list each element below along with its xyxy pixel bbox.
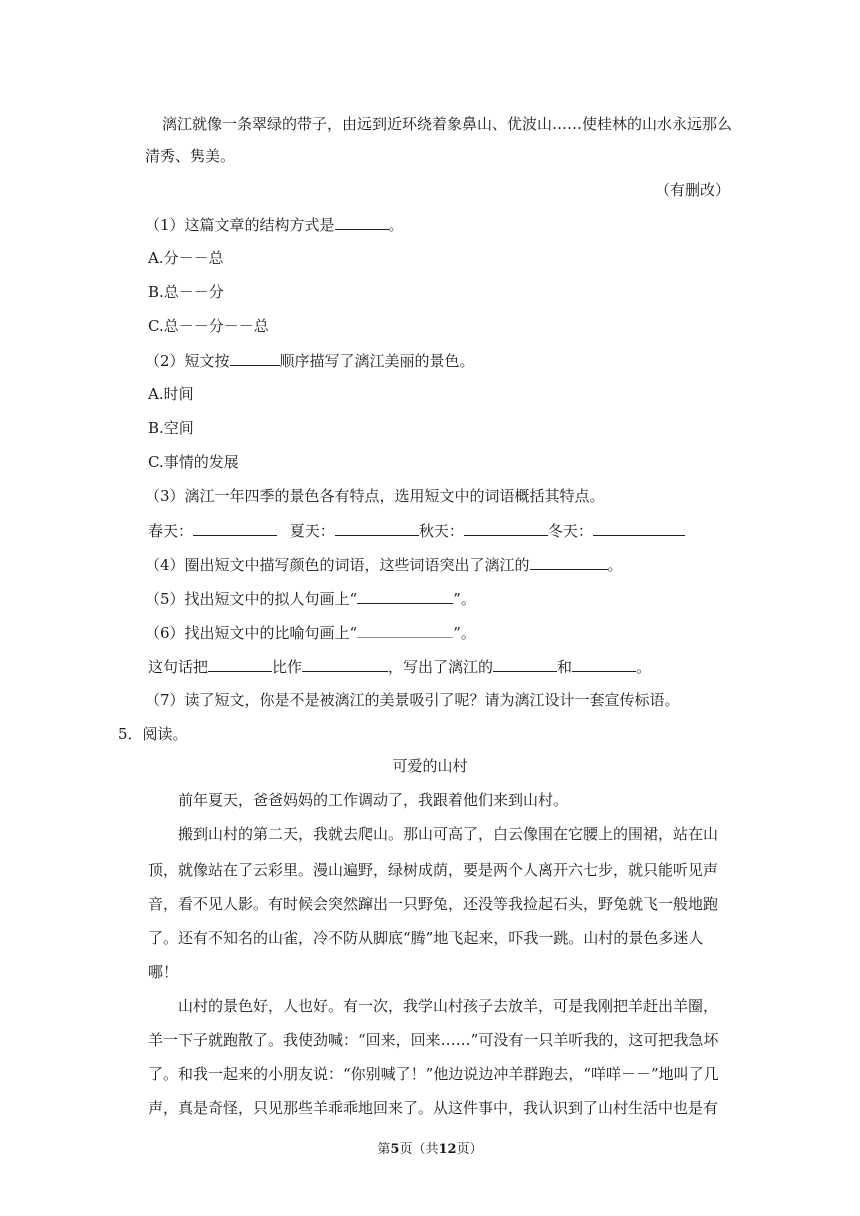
q2-option-b: B.空间 (148, 419, 194, 437)
question-5-text: （5）找出短文中的拟人句画上“ (145, 590, 358, 608)
paragraph-2-line: 哪！ (148, 963, 179, 981)
q6-follow-up: 这句话把 比作 ，写出了漓江的 和 。 (148, 658, 652, 676)
season-autumn-label: 秋天： (418, 522, 464, 540)
source-note: （有删改） (654, 181, 730, 199)
underline-sample-wavy (357, 622, 453, 638)
season-winter-label: 冬天： (547, 522, 593, 540)
season-summer-label: 夏天： (289, 522, 335, 540)
paragraph-2-line: 搬到山村的第二天，我就去爬山。那山可高了，白云像围在它腰上的围裙，站在山 (178, 825, 719, 843)
q1-option-a: A.分－－总 (148, 249, 224, 267)
q1-option-b: B.总－－分 (148, 283, 224, 301)
answer-blank[interactable] (530, 554, 608, 570)
section-heading: 5．阅读。 (118, 725, 188, 743)
page-footer: 第5页（共12页） (377, 1142, 483, 1157)
answer-blank[interactable] (464, 520, 548, 536)
answer-blank[interactable] (302, 656, 388, 672)
q2-option-c: C.事情的发展 (148, 453, 239, 471)
question-5: （5）找出短文中的拟人句画上“ ”。 (145, 590, 476, 608)
question-4-text: （4）圈出短文中描写颜色的词语，这些词语突出了漓江的 (145, 556, 530, 574)
q2-option-a: A.时间 (148, 385, 194, 403)
question-1-text: （1）这篇文章的结构方式是 (145, 216, 335, 234)
question-2: （2）短文按 顺序描写了漓江美丽的景色。 (145, 352, 475, 370)
question-6-text: （6）找出短文中的比喻句画上“ (145, 624, 358, 642)
paragraph-2-line: 音，看不见人影。有时候会突然蹿出一只野兔，还没等我捡起石头，野兔就飞一般地跑 (148, 895, 719, 913)
answer-blank[interactable] (208, 656, 272, 672)
passage-title: 可爱的山村 (392, 757, 468, 775)
paragraph-3-line: 声，真是奇怪，只见那些羊乖乖地回来了。从这件事中，我认识到了山村生活中也是有 (148, 1099, 719, 1117)
answer-blank[interactable] (335, 520, 419, 536)
underline-sample-straight (357, 588, 453, 604)
paragraph-1: 前年夏天，爸爸妈妈的工作调动了，我跟着他们来到山村。 (178, 791, 569, 809)
passage-line: 清秀、隽美。 (145, 147, 236, 165)
page-number: 5 (390, 1142, 400, 1157)
answer-blank[interactable] (572, 656, 636, 672)
question-1: （1）这篇文章的结构方式是 。 (145, 216, 404, 234)
paragraph-2-line: 了。还有不知名的山雀，冷不防从脚底“腾”地飞起来，吓我一跳。山村的景色多迷人 (148, 929, 704, 947)
paragraph-3-line: 山村的景色好，人也好。有一次，我学山村孩子去放羊，可是我刚把羊赶出羊圈， (178, 997, 719, 1015)
answer-blank[interactable] (493, 656, 557, 672)
passage-line: 漓江就像一条翠绿的带子，由远到近环绕着象鼻山、优波山……使桂林的山水永远那么 (162, 115, 733, 133)
answer-blank[interactable] (193, 520, 277, 536)
page-total: 12 (438, 1142, 457, 1157)
answer-blank[interactable] (335, 214, 389, 230)
q1-option-c: C.总－－分－－总 (148, 317, 269, 335)
paragraph-3-line: 羊一下子就跑散了。我使劲喊：“回来，回来……”可没有一只羊听我的，这可把我急坏 (148, 1031, 719, 1049)
paragraph-3-line: 了。和我一起来的小朋友说：“你别喊了！”他边说边冲羊群跑去，“咩咩－－”地叫了几 (148, 1065, 719, 1083)
question-2-text: （2）短文按 (145, 352, 230, 370)
answer-blank[interactable] (593, 520, 685, 536)
paragraph-2-line: 顶，就像站在了云彩里。漫山遍野，绿树成荫，要是两个人离开六七步，就只能听见声 (148, 861, 719, 879)
question-4: （4）圈出短文中描写颜色的词语，这些词语突出了漓江的 。 (145, 556, 623, 574)
q3-season-row (148, 520, 685, 541)
season-spring-label: 春天： (148, 522, 194, 540)
question-3: （3）漓江一年四季的景色各有特点，选用短文中的词语概括其特点。 (145, 487, 605, 505)
answer-blank[interactable] (230, 350, 280, 366)
question-7: （7）读了短文，你是不是被漓江的美景吸引了呢？请为漓江设计一套宣传标语。 (145, 691, 680, 709)
question-6: （6）找出短文中的比喻句画上“ ”。 (145, 624, 476, 642)
